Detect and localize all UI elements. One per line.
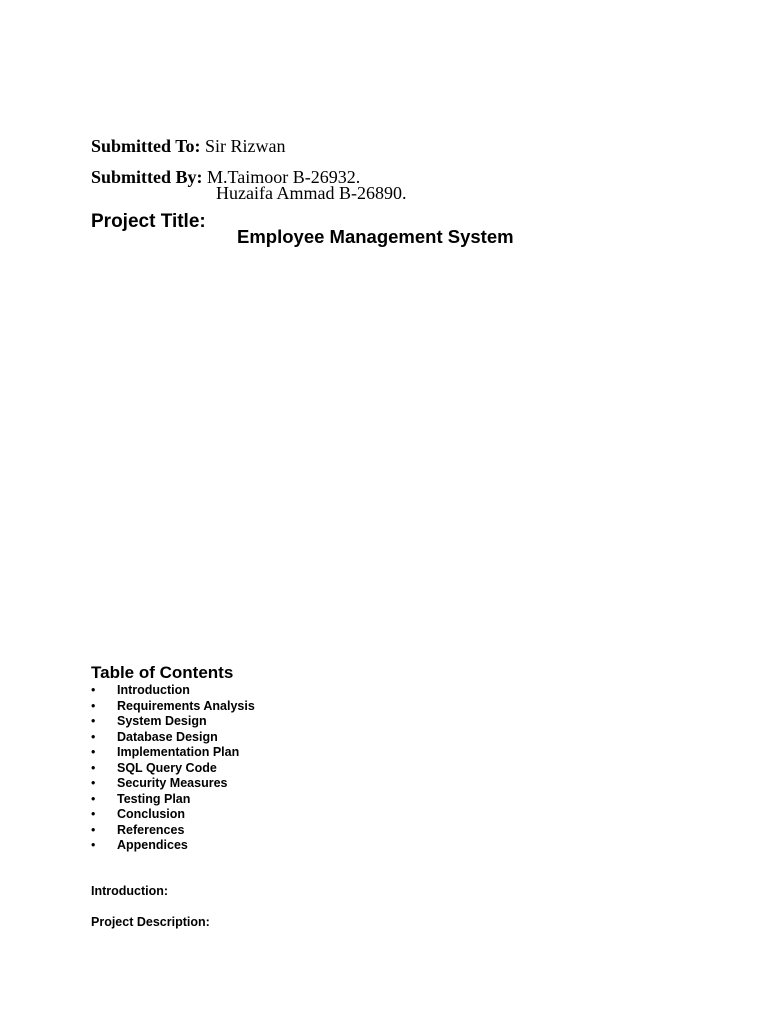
toc-item-label: References [117,822,185,837]
submitted-to-label: Submitted To: [91,136,201,156]
toc-item [91,761,255,777]
toc-item-label: Testing Plan [117,791,191,806]
toc-item [91,745,255,761]
toc-item [91,730,255,746]
toc-item-label: Introduction [117,683,190,697]
project-title-label: Project Title: [91,211,206,232]
toc-item-label: SQL Query Code [117,760,217,775]
submitted-to-value: Sir Rizwan [205,136,286,156]
toc-item [91,792,255,808]
bullet-icon: • [91,714,96,728]
bullet-icon: • [91,683,96,697]
bullet-icon: • [91,760,96,775]
toc-item [91,683,255,699]
bullet-icon: • [91,776,96,790]
bullet-icon: • [91,698,96,713]
toc-item [91,823,255,839]
toc-item [91,776,255,792]
toc-item-label: Conclusion [117,807,186,821]
bullet-icon: • [91,838,96,852]
toc-item-label: Database Design [117,729,218,744]
introduction-label: Introduction: [91,884,169,898]
project-title: Employee Management System [237,226,514,247]
bullet-icon: • [91,791,96,806]
submitted-by-name-1: M.Taimoor B-26932. [207,167,361,187]
toc-item-label: System Design [117,714,207,728]
toc-item-label: Implementation Plan [117,745,240,759]
toc-list [91,683,255,854]
toc-item [91,807,255,823]
submitted-by-name-2: Huzaifa Ammad B-26890. [216,183,407,203]
project-description-label: Project Description: [91,915,210,929]
toc-item-label: Requirements Analysis [117,698,255,713]
toc-item [91,699,255,715]
toc-item-label: Security Measures [117,776,228,790]
submitted-to-line [91,137,286,155]
toc-heading: Table of Contents [91,663,234,682]
bullet-icon: • [91,822,96,837]
toc-item [91,714,255,730]
toc-item [91,838,255,854]
bullet-icon: • [91,729,96,744]
toc-item-label: Appendices [117,838,188,852]
bullet-icon: • [91,745,96,759]
submitted-by-label: Submitted By: [91,167,203,187]
bullet-icon: • [91,807,96,821]
